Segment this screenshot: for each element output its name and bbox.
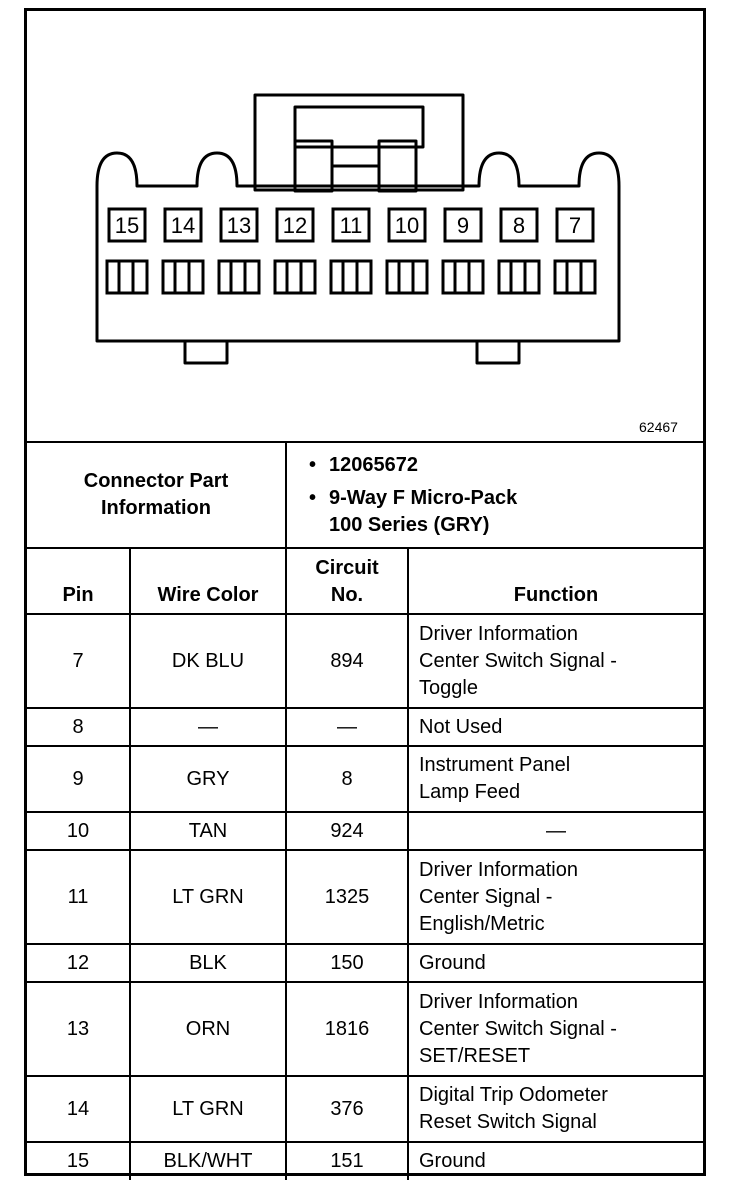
cell-function bbox=[408, 708, 703, 746]
table-row bbox=[27, 982, 703, 1076]
function-line: Driver Information bbox=[419, 622, 578, 645]
table-row bbox=[27, 614, 703, 708]
info-label-line2: Information bbox=[101, 497, 211, 519]
pin-slot bbox=[555, 261, 595, 293]
cell-circuit: 1816 bbox=[286, 982, 408, 1076]
function-line: Toggle bbox=[419, 676, 478, 699]
pin-slot bbox=[331, 261, 371, 293]
function-line: Ground bbox=[419, 1150, 486, 1172]
latch-outline bbox=[255, 95, 463, 190]
cell-function bbox=[408, 1076, 703, 1142]
table-row bbox=[27, 850, 703, 944]
cell-wire-color: TAN bbox=[130, 812, 286, 850]
pin-number-label: 8 bbox=[512, 213, 526, 238]
header-function: Function bbox=[408, 548, 703, 614]
pin-slot bbox=[219, 261, 259, 293]
header-circuit-line1: Circuit bbox=[315, 557, 379, 579]
table-row bbox=[27, 1142, 703, 1180]
function-line: Digital Trip Odometer bbox=[419, 1084, 608, 1106]
function-line: Reset Switch Signal bbox=[419, 1111, 597, 1133]
cell-pin: 10 bbox=[27, 812, 130, 850]
cell-circuit: 894 bbox=[286, 614, 408, 708]
header-wire-color: Wire Color bbox=[130, 548, 286, 614]
cell-function bbox=[408, 812, 703, 850]
header-circuit bbox=[286, 548, 408, 614]
cell-pin: 9 bbox=[27, 746, 130, 812]
function-line: Ground bbox=[419, 951, 486, 974]
connector-info-label bbox=[27, 442, 286, 548]
info-label-line1: Connector Part bbox=[83, 470, 229, 492]
function-line: Instrument Panel bbox=[419, 754, 571, 776]
cell-circuit: 924 bbox=[286, 812, 408, 850]
cell-circuit: — bbox=[286, 708, 408, 746]
pin-slot bbox=[443, 261, 483, 293]
pin-number-label: 14 bbox=[170, 213, 196, 238]
cell-function bbox=[408, 746, 703, 812]
cell-pin: 8 bbox=[27, 708, 130, 746]
function-line: Center Switch Signal - bbox=[419, 649, 617, 672]
pin-slot bbox=[107, 261, 147, 293]
cell-pin: 7 bbox=[27, 614, 130, 708]
pin-slot bbox=[275, 261, 315, 293]
cell-circuit: 8 bbox=[286, 746, 408, 812]
pin-number-label: 9 bbox=[456, 213, 470, 238]
cell-circuit: 376 bbox=[286, 1076, 408, 1142]
table-row bbox=[27, 708, 703, 746]
document-frame bbox=[24, 8, 706, 1176]
function-line: Center Switch Signal - bbox=[419, 1017, 617, 1040]
function-line: — bbox=[546, 819, 566, 842]
part-number: • 12065672 bbox=[329, 452, 703, 479]
connector-desc-line2: 100 Series (GRY) bbox=[329, 513, 490, 536]
connector-info-value bbox=[286, 442, 703, 548]
cell-function bbox=[408, 614, 703, 708]
header-row bbox=[27, 548, 703, 614]
table-row bbox=[27, 746, 703, 812]
cell-pin: 12 bbox=[27, 944, 130, 982]
cell-wire-color: LT GRN bbox=[130, 850, 286, 944]
cell-pin: 15 bbox=[27, 1142, 130, 1180]
pin-number-label: 12 bbox=[282, 213, 308, 238]
connector-table bbox=[27, 441, 703, 1180]
header-circuit-line2: No. bbox=[330, 584, 364, 606]
cell-function bbox=[408, 850, 703, 944]
pin-number-label: 15 bbox=[114, 213, 140, 238]
pin-slot bbox=[163, 261, 203, 293]
cell-circuit: 151 bbox=[286, 1142, 408, 1180]
function-line: Driver Information bbox=[419, 990, 578, 1013]
cell-circuit: 150 bbox=[286, 944, 408, 982]
pin-number-label: 13 bbox=[226, 213, 252, 238]
cell-wire-color: BLK/WHT bbox=[130, 1142, 286, 1180]
cell-function bbox=[408, 944, 703, 982]
function-line: English/Metric bbox=[419, 912, 545, 935]
header-pin: Pin bbox=[27, 548, 130, 614]
cell-pin: 11 bbox=[27, 850, 130, 944]
table-row bbox=[27, 812, 703, 850]
cell-wire-color: LT GRN bbox=[130, 1076, 286, 1142]
connector-info-row bbox=[27, 442, 703, 548]
cell-wire-color: BLK bbox=[130, 944, 286, 982]
function-line: Not Used bbox=[419, 715, 503, 738]
pin-slot bbox=[499, 261, 539, 293]
cell-pin: 13 bbox=[27, 982, 130, 1076]
cell-wire-color: DK BLU bbox=[130, 614, 286, 708]
function-line: SET/RESET bbox=[419, 1044, 531, 1067]
connector-drawing bbox=[27, 11, 703, 443]
pin-number-label: 11 bbox=[339, 213, 363, 238]
cell-wire-color: ORN bbox=[130, 982, 286, 1076]
figure-number: 62467 bbox=[639, 419, 678, 435]
connector-body bbox=[97, 153, 619, 341]
cell-pin: 14 bbox=[27, 1076, 130, 1142]
pin-number-label: 7 bbox=[568, 213, 582, 238]
cell-function bbox=[408, 1142, 703, 1180]
cell-wire-color: — bbox=[130, 708, 286, 746]
function-line: Driver Information bbox=[419, 858, 578, 881]
function-line: Center Signal - bbox=[419, 885, 553, 908]
function-line: Lamp Feed bbox=[419, 781, 521, 803]
table-row bbox=[27, 944, 703, 982]
cell-circuit: 1325 bbox=[286, 850, 408, 944]
table-row bbox=[27, 1076, 703, 1142]
connector-diagram bbox=[27, 11, 703, 443]
pin-slot bbox=[387, 261, 427, 293]
pin-number-label: 10 bbox=[394, 213, 420, 238]
cell-wire-color: GRY bbox=[130, 746, 286, 812]
connector-desc-line1: • 9-Way F Micro-Pack bbox=[329, 485, 703, 512]
cell-function bbox=[408, 982, 703, 1076]
